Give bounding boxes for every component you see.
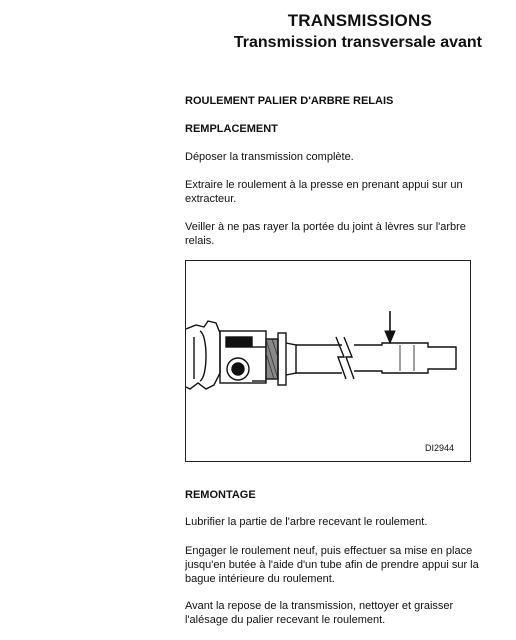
shaft-diagram-illustration bbox=[186, 261, 472, 463]
page-subtitle: Transmission transversale avant bbox=[233, 34, 482, 51]
relay-shaft bbox=[296, 337, 456, 379]
section-main-title: ROULEMENT PALIER D'ARBRE RELAIS bbox=[185, 95, 394, 107]
bearing-location-arrow bbox=[385, 311, 395, 343]
shaft-diagram-figure bbox=[185, 260, 471, 462]
replacement-step-2: Extraire le roulement à la presse en prenant appui sur un extracteur. bbox=[185, 179, 463, 205]
page-header bbox=[0, 10, 504, 54]
remontage-step-3: Avant la repose de la transmission, nettoyer et graisser l'alésage du palier recevant le roulement. bbox=[185, 600, 454, 626]
joint-housing bbox=[186, 321, 296, 389]
remontage-step-2: Engager le roulement neuf, puis effectuer sa mise en place jusqu'en butée à l'aide d'un tube afin de prendre appui sur la bague intérieure du roulement. bbox=[185, 545, 479, 585]
figure-reference-label: DI2944 bbox=[424, 443, 454, 453]
remontage-step-1: Lubrifier la partie de l'arbre recevant le roulement. bbox=[185, 516, 428, 528]
page-title: TRANSMISSIONS bbox=[287, 11, 432, 30]
replacement-step-1: Déposer la transmission complète. bbox=[185, 151, 354, 163]
section-remontage-title: REMONTAGE bbox=[185, 489, 256, 501]
replacement-step-3: Veiller à ne pas rayer la portée du joint à lèvres sur l'arbre relais. bbox=[185, 221, 466, 247]
section-replacement-title: REMPLACEMENT bbox=[185, 123, 278, 135]
